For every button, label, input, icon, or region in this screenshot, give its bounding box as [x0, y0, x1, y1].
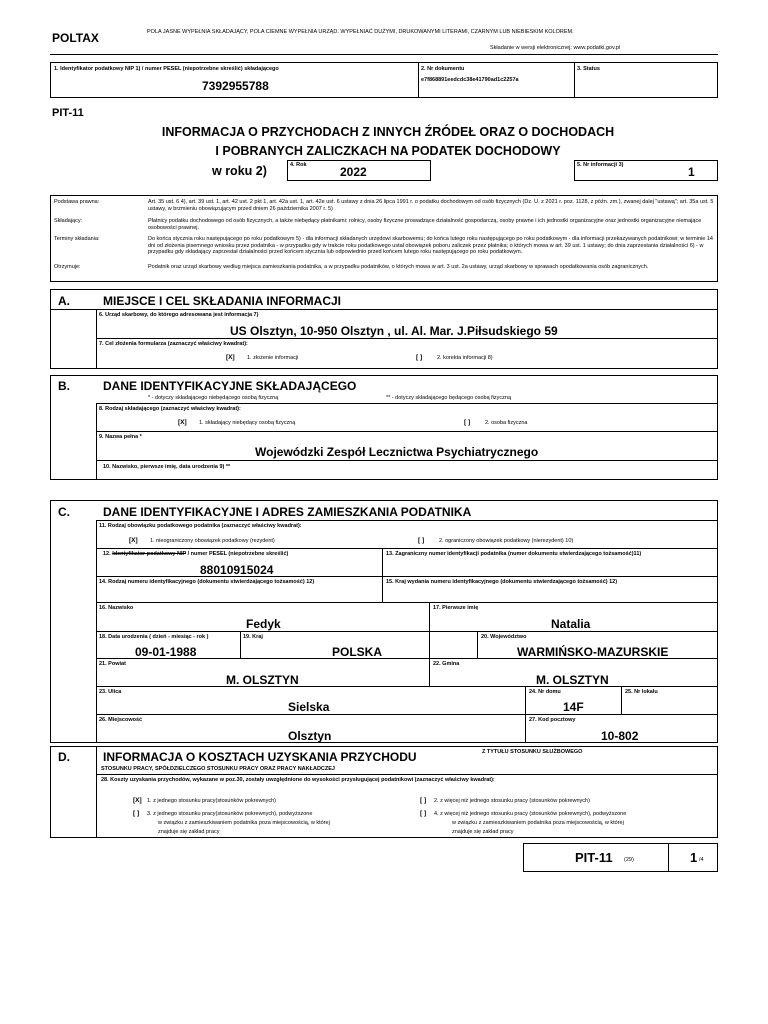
fill-instructions: POLA JASNE WYPEŁNIA SKŁADAJĄCY, POLA CIEMNE WYPEŁNIA URZĄD. WYPEŁNIAĆ DUŻYMI, DRUKOWANYMI LITERAMI, CZARNYM LUB NIEBIESKIM KOLOREM.: [147, 29, 574, 35]
field-8-opt2-label: 2. osoba fizyczna: [485, 420, 528, 426]
field-28-opt4-line1: 4. z więcej niż jednego stosunku pracy (stosunków pokrewnych), podwyższone: [434, 811, 627, 817]
field-5-value[interactable]: 1: [688, 165, 695, 179]
field-7-label: 7. Cel złożenia formularza (zaznaczyć właściwy kwadrat):: [99, 341, 248, 347]
field-2-label: 2. Nr dokumentu: [421, 66, 465, 72]
legal-val-3: Podatnik oraz urząd skarbowy według miejsca zamieszkania podatnika, a w przypadku podatników, o których mowa w art. 3 ust. 2a ustawy, urząd skarbowy w sprawach opodatkowania osób zagranicznych.: [148, 264, 649, 270]
footer-form-code: PIT-11: [575, 850, 613, 865]
field-20-label: 20. Województwo: [481, 634, 527, 640]
section-b-title: DANE IDENTYFIKACYJNE SKŁADAJĄCEGO: [103, 379, 357, 393]
field-28-opt2-checkbox[interactable]: [ ]: [420, 797, 427, 804]
field-28-opt1-label: 1. z jednego stosunku pracy(stosunków pokrewnych): [147, 798, 277, 804]
field-3-label: 3. Status: [577, 66, 600, 72]
form-title-3: w roku 2): [212, 164, 267, 178]
field-11-opt1-checkbox[interactable]: [X]: [129, 537, 138, 544]
field-12-rest: / numer PESEL (niepotrzebne skreślić): [187, 551, 289, 557]
field-8-opt2-checkbox[interactable]: [ ]: [464, 419, 471, 426]
field-21-label: 21. Powiat: [99, 661, 126, 667]
field-28-opt2-label: 2. z więcej niż jednego stosunku pracy (stosunków pokrewnych): [434, 798, 590, 804]
legal-val-2: Do końca stycznia roku następującego po roku podatkowym 5) - dla informacji składanych urzędowi skarbowemu; do końca lutego roku następującego po roku podatkowym - dla informacji przekazywanych podatnikowi; w terminie 14 dni od złożenia pisemnego wniosku przez podatnika - w przypadku gdy w trakcie roku podatkowego ustał obowiązek poboru zaliczek przez płatnika; o których mowa w art. 39 ust. 1 ustawy; do dnia zaprzestania działalności 6) - w przypadku gdy składający zaprzestał działalności przed końcem stycznia lub odpowiednio przed końcem lutego roku następującego po roku podatkowym.: [148, 236, 713, 255]
field-21-value[interactable]: M. OLSZTYN: [226, 673, 299, 687]
field-28-opt1-checkbox[interactable]: [X]: [133, 797, 142, 804]
field-18-value[interactable]: 09-01-1988: [135, 645, 197, 659]
field-19-value[interactable]: POLSKA: [332, 645, 383, 659]
form-code: PIT-11: [52, 107, 84, 119]
field-28-opt4-line3: znajduje się zakład pracy: [452, 829, 514, 835]
field-8-label: 8. Rodzaj składającego (zaznaczyć właściwy kwadrat):: [99, 406, 241, 412]
page-footer-box: [523, 843, 718, 872]
field-11-opt2-checkbox[interactable]: [ ]: [418, 537, 425, 544]
note-non-person: * - dotyczy składającego niebędącego osobą fizyczną: [148, 395, 279, 401]
section-a-letter: A.: [58, 294, 70, 308]
legal-key-2: Terminy składania:: [54, 236, 100, 242]
field-12-label: [103, 551, 288, 558]
field-27-label: 27. Kod pocztowy: [529, 717, 576, 723]
field-28-opt4-line2: w związku z zamieszkiwaniem podatnika poza miejscowością, w której: [452, 820, 624, 826]
footer-version: (29): [624, 857, 634, 863]
footer-page-total: /4: [699, 857, 704, 863]
section-d-title: INFORMACJA O KOSZTACH UZYSKANIA PRZYCHODU: [103, 750, 417, 764]
section-c-title: DANE IDENTYFIKACYJNE I ADRES ZAMIESZKANIA PODATNIKA: [103, 505, 472, 519]
field-24-label: 24. Nr domu: [529, 689, 561, 695]
field-7-opt2-label: 2. korekta informacji 8): [437, 355, 493, 361]
field-12-struck: Identyfikator podatkowy NIP: [112, 551, 187, 557]
field-12-number: 12.: [103, 551, 111, 557]
field-9-value[interactable]: Wojewódzki Zespół Lecznictwa Psychiatrycznego: [255, 445, 539, 459]
field-8-opt1-label: 1. składający niebędący osobą fizyczną: [199, 420, 296, 426]
field-28-label: 28. Koszty uzyskania przychodów, wykazane w poz.30, zostały uwzględnione do wysokości przysługującej podatnikowi (zaznaczyć właściwy kwadrat):: [101, 777, 495, 783]
field-17-value[interactable]: Natalia: [551, 617, 591, 631]
field-11-opt1-label: 1. nieograniczony obowiązek podatkowy (rezydent): [150, 538, 275, 544]
form-title-1: INFORMACJA O PRZYCHODACH Z INNYCH ŹRÓDEŁ ORAZ O DOCHODACH: [161, 125, 615, 139]
legal-key-0: Podstawa prawna:: [54, 199, 100, 205]
field-26-label: 26. Miejscowość: [99, 717, 143, 723]
legal-val-0: Art. 35 ust. 6 4), art. 39 ust. 1, art. 42 ust. 2 pkt 1, art. 42a ust. 1, art. 42e ust. 6 ustawy z dnia 26 lipca 1991 r. o podatku dochodowym od osób fizycznych (Dz. U. z 2021 r. poz. 1128, z późn. zm.), zwanej dalej "ustawą"; art. 35a ust. 5 ustawy, w brzmieniu obowiązującym przed dniem 26 października 2007 r. 5): [148, 199, 714, 212]
note-person: ** - dotyczy składającego będącego osobą fizyczną: [386, 395, 512, 401]
brand-logo: POLTAX: [52, 31, 99, 45]
field-8-opt1-checkbox[interactable]: [X]: [178, 419, 187, 426]
field-28-opt3-line1: 3. z jednego stosunku pracy(stosunków pokrewnych), podwyższone: [147, 811, 313, 817]
field-1-label: 1. Identyfikator podatkowy NIP 1) / numer PESEL (niepotrzebne skreślić) składającego: [54, 66, 279, 72]
field-28-opt3-line3: znajduje się zakład pracy: [158, 829, 220, 835]
field-10-label: 10. Nazwisko, pierwsze imię, data urodzenia 9) **: [103, 464, 231, 470]
section-d-subtitle: STOSUNKU PRACY, SPÓŁDZIELCZEGO STOSUNKU PRACY ORAZ PRACY NAKŁADCZEJ: [101, 766, 335, 772]
section-c-letter: C.: [58, 505, 70, 519]
field-2-value[interactable]: e7f868891eedcdc38e41790ad1c2257a: [421, 77, 519, 83]
field-27-value[interactable]: 10-802: [601, 729, 639, 743]
field-7-opt1-label: 1. złożenie informacji: [247, 355, 299, 361]
field-23-value[interactable]: Sielska: [288, 700, 330, 714]
field-28-opt3-checkbox[interactable]: [ ]: [133, 810, 140, 817]
field-22-value[interactable]: M. OLSZTYN: [536, 673, 609, 687]
field-18-label: 18. Data urodzenia ( dzień - miesiąc - rok ): [99, 634, 209, 640]
legal-key-3: Otrzymuje:: [54, 264, 81, 270]
field-1-value[interactable]: 7392955788: [202, 79, 269, 93]
form-title-2: I POBRANYCH ZALICZKACH NA PODATEK DOCHODOWY: [215, 144, 561, 158]
field-28-opt3-line2: w związku z zamieszkiwaniem podatnika poza miejscowością, w której: [158, 820, 330, 826]
field-9-label: 9. Nazwa pełna *: [99, 434, 142, 440]
field-20-value[interactable]: WARMIŃSKO-MAZURSKIE: [517, 645, 669, 659]
field-7-opt1-checkbox[interactable]: [X]: [226, 354, 235, 361]
field-4-value[interactable]: 2022: [340, 165, 367, 179]
legal-val-1: Płatnicy podatku dochodowego od osób fizycznych, a także niebędący płatnikami: rolnicy, osoby fizyczne prowadzące działalność gospodarczą, osoby prawne i ich jednostki organizacyjne oraz jednostki organizacyjne niemające osobowości prawnej.: [148, 218, 702, 231]
field-11-opt2-label: 2. ograniczony obowiązek podatkowy (nierezydent) 10): [439, 538, 574, 544]
footer-page-number: 1: [690, 850, 698, 865]
field-15-label: 15. Kraj wydania numeru identyfikacyjnego (dokumentu stwierdzającego tożsamość) 12): [386, 579, 618, 585]
field-17-label: 17. Pierwsze imię: [433, 605, 479, 611]
section-a-title: MIEJSCE I CEL SKŁADANIA INFORMACJI: [103, 294, 342, 308]
legal-key-1: Składający:: [54, 218, 83, 224]
field-28-opt4-checkbox[interactable]: [ ]: [420, 810, 427, 817]
field-13-label: 13. Zagraniczny numer identyfikacji podatnika (numer dokumentu stwierdzającego tożsamość)11): [386, 551, 642, 557]
field-25-label: 25. Nr lokalu: [625, 689, 658, 695]
section-b-letter: B.: [58, 379, 70, 393]
section-d-letter: D.: [58, 750, 70, 764]
field-19-label: 19. Kraj: [243, 634, 263, 640]
field-23-label: 23. Ulica: [99, 689, 122, 695]
section-c: [50, 500, 718, 743]
field-6-value[interactable]: US Olsztyn, 10-950 Olsztyn , ul. Al. Mar. J.Piłsudskiego 59: [230, 324, 558, 338]
field-14-label: 14. Rodzaj numeru identyfikacyjnego (dokumentu stwierdzającego tożsamość) 12): [99, 579, 315, 585]
field-7-opt2-checkbox[interactable]: [ ]: [416, 354, 423, 361]
field-12-value[interactable]: 88010915024: [200, 563, 274, 577]
efile-note: Składanie w wersji elektronicznej: www.podatki.gov.pl: [490, 45, 621, 51]
field-22-label: 22. Gmina: [433, 661, 460, 667]
field-16-value[interactable]: Fedyk: [246, 617, 281, 631]
field-4-label: 4. Rok: [290, 162, 307, 168]
field-6-label: 6. Urząd skarbowy, do którego adresowana jest informacja 7): [99, 312, 259, 318]
field-24-value[interactable]: 14F: [563, 700, 584, 714]
field-5-label: 5. Nr informacji 3): [577, 162, 624, 168]
field-26-value[interactable]: Olsztyn: [288, 729, 332, 743]
field-16-label: 16. Nazwisko: [99, 605, 134, 611]
section-d-title-small: Z TYTUŁU STOSUNKU SŁUŻBOWEGO: [482, 749, 583, 755]
field-11-label: 11. Rodzaj obowiązku podatkowego podatnika (zaznaczyć właściwy kwadrat):: [99, 523, 302, 529]
